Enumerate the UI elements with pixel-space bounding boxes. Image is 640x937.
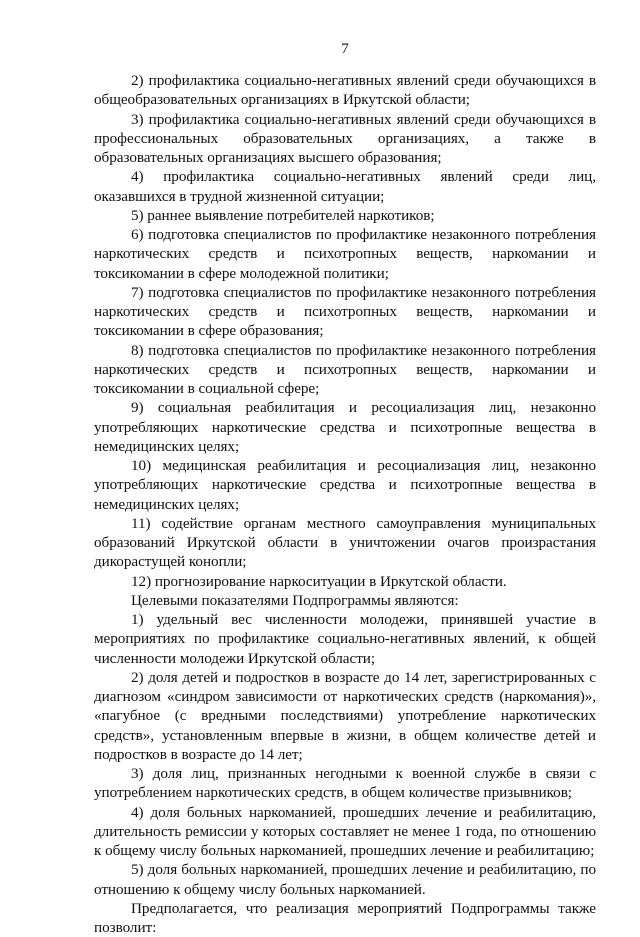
paragraph-list-item-3: 3) профилактика социально-негативных явлений среди обучающихся в профессиональных образовательных организациях, а также в образовательных организациях высшего образования;: [94, 110, 596, 166]
paragraph-list-item-5: 5) раннее выявление потребителей наркотиков;: [131, 206, 435, 224]
paragraph-list-item-10: 10) медицинская реабилитация и ресоциализация лиц, незаконно употребляющих наркотические средства и психотропные вещества в немедицинских целях;: [94, 457, 596, 513]
document-body: [94, 71, 596, 937]
paragraph-list-item-4: 4) профилактика социально-негативных явлений среди лиц, оказавшихся в трудной жизненной ситуации;: [94, 168, 596, 205]
paragraph-list-item-8: 8) подготовка специалистов по профилактике незаконного потребления наркотических средств и психотропных веществ, наркомании и токсикомании в социальной сфере;: [94, 341, 596, 397]
document-page: [94, 0, 596, 936]
paragraph-list-item-6: 6) подготовка специалистов по профилактике незаконного потребления наркотических средств и психотропных веществ, наркомании и токсикомании в сфере молодежной политики;: [94, 226, 596, 282]
paragraph-list-item-11: 11) содействие органам местного самоуправления муниципальных образований Иркутской области в уничтожении очагов произрастания дикорастущей конопли;: [94, 514, 596, 571]
paragraph-indicator-4: 4) доля больных наркоманией, прошедших лечение и реабилитацию, длительность ремиссии у которых составляет не менее 1 года, по отношению к общему числу больных наркоманией, прошедших лечение и реабилитацию;: [94, 803, 596, 859]
paragraph-list-item-2: 2) профилактика социально-негативных явлений среди обучающихся в общеобразовательных организациях в Иркутской области;: [94, 72, 596, 109]
paragraph-indicators-heading: Целевыми показателями Подпрограммы являются:: [131, 591, 459, 609]
paragraph-indicator-3: 3) доля лиц, признанных негодными к военной службе в связи с употреблением наркотических средств, в общем количестве призывников;: [94, 765, 596, 802]
paragraph-list-item-12: 12) прогнозирование наркоситуации в Иркутской области.: [131, 572, 507, 590]
page-number: 7: [341, 41, 349, 57]
paragraph-closing: Предполагается, что реализация мероприятий Подпрограммы также позволит:: [94, 899, 596, 936]
paragraph-list-item-7: 7) подготовка специалистов по профилактике незаконного потребления наркотических средств и психотропных веществ, наркомании и токсикомании в сфере образования;: [94, 283, 596, 340]
paragraph-indicator-5: 5) доля больных наркоманией, прошедших лечение и реабилитацию, по отношению к общему числу больных наркоманией.: [94, 861, 596, 898]
paragraph-indicator-2: 2) доля детей и подростков в возрасте до 14 лет, зарегистрированных с диагнозом «синдром зависимости от наркотических средств (наркомания)», «пагубное (с вредными последствиями) употребление наркотических средств», установленным впервые в жизни, в общем количестве детей и подростков в возрасте до 14 лет;: [94, 668, 596, 763]
paragraph-indicator-1: 1) удельный вес численности молодежи, принявшей участие в мероприятиях по профилактике социально-негативных явлений, к общей численности молодежи Иркутской области;: [94, 611, 596, 667]
paragraph-list-item-9: 9) социальная реабилитация и ресоциализация лиц, незаконно употребляющих наркотические средства и психотропные вещества в немедицинских целях;: [94, 399, 596, 455]
